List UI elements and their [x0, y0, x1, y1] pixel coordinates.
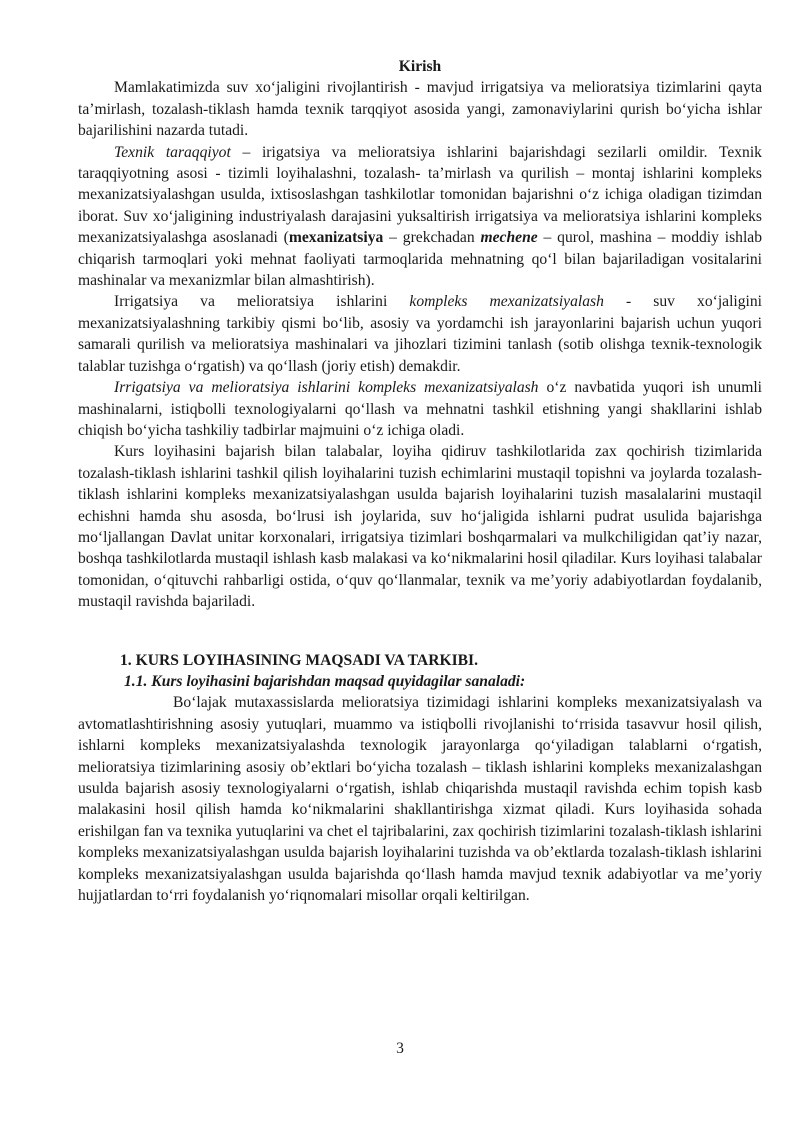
intro-paragraph-1: Mamlakatimizda suv xo‘jaligini rivojlantirish - mavjud irrigatsiya va melioratsiya tizimlarini qayta ta’mirlash, tozalash-tiklash hamda texnik tarqqiyot asosida yangi, zamonaviylarini qurish bo‘yicha ishlar bajarilishini nazarda tutadi. — [78, 79, 762, 140]
intro-paragraph-2-part-c: – qurol, mashina – moddiy ishlab chiqarish tarmoqlari yoki mehnat faoliyati tarmoqlarida mehnatning qo‘l bilan bajariladigan vositalarini mashinalar va mexanizmlar bilan almashtirish). — [78, 229, 763, 290]
intro-paragraph-2 — [78, 142, 762, 292]
section-1-1-paragraph: Bo‘lajak mutaxassislarda melioratsiya tizimidagi ishlarini kompleks mexanizatsiyalash va avtomatlashtirishning asosiy yutuqlari, muammo va istiqbolli rivojlanishi to‘rrisida tasavvur hosil qilish, ishlarni kompleks mexanizatsiyalashda texnologik jarayonlarga qo‘yiladigan talablarni o‘rgatish, melioratsiya tizimlarining asosiy ob’ektlari bo‘yicha tozalash – tiklash ishlarini kompleks mexanizalashgan usulda bajarish asosiy texnologiyalarni o‘rgatish, ishlab chiqarishda mustaqil ravishda echim topish kasb malakasini hosil qilish hamda ko‘nikmalarini shakllantirishga xizmat qiladi. Kurs loyihasida sohada erishilgan fan va texnika yutuqlarini va chet el tajribalarini, zax qochirish tizimlarini tozalash-tiklash ishlarini kompleks mexanizatsiyalashgan usulda bajarish loyihalarini tuzishda va ob’ektlarda tozalash-tiklash ishlarini kompleks mexanizatsiyalashgan usulda bajarishda qo‘llash hamda mavjud texnik adabiyotlar va me’yoriy hujjatlardan to‘rri foydalanish yo‘riqnomalari misollar orqali keltirilgan. — [78, 694, 762, 905]
page-number: 3 — [396, 1040, 404, 1057]
intro-paragraph-2-part-a: – irigatsiya va melioratsiya ishlarini bajarishdagi sezilarli omildir. Texnik taraqqiyotning asosi - tizimli loyihalashni, tozalash- ta’mirlash va qurilish – montaj ishlarini kompleks mexanizatsiyalashgan usulda, ixtisoslashgan tashkilotlar tomonidan bajarishni o‘z ichiga oladigan tizimdan iborat. Suv xo‘jaligining industriyalash darajasini yuksaltirish irrigatsiya va melioratsiya ishlarini kompleks mexanizatsiyalashga asoslanadi ( — [78, 143, 762, 247]
term-mechene: mechene — [480, 229, 538, 247]
term-irrigatsiya-kompleks: Irrigatsiya va melioratsiya ishlarini kompleks mexanizatsiyalash — [114, 379, 539, 397]
page-content — [78, 56, 762, 906]
term-texnik-taraqqiyot: Texnik taraqqiyot — [114, 143, 231, 161]
section-spacer — [78, 613, 762, 650]
intro-title: Kirish — [398, 58, 442, 75]
intro-paragraph-3-part-a: Irrigatsiya va melioratsiya ishlarini — [114, 293, 410, 311]
term-kompleks-mexanizatsiyalash: kompleks mexanizatsiyalash — [409, 293, 604, 311]
intro-paragraph-3-part-b: - suv xo‘jaligini mexanizatsiyalashning tarkibiy qismi bo‘lib, asosiy va yordamchi ish jarayonlarini bajarish uchun yuqori samarali qurilish va melioratsiya mashinalari va jihozlari tizimini tanlash (sotib olishga texnik-texnologik talablar tuzishga o‘rgatish) va qo‘llash (joriy etish) demakdir. — [78, 293, 763, 375]
intro-paragraph-3 — [78, 291, 762, 377]
section-1-1-heading: 1.1. Kurs loyihasini bajarishdan maqsad quyidagilar sanaladi: — [124, 672, 526, 690]
term-mexanizatsiya: mexanizatsiya — [288, 229, 384, 247]
intro-paragraph-2-part-b: – grekchadan — [383, 229, 481, 247]
intro-paragraph-5: Kurs loyihasini bajarish bilan talabalar, loyiha qidiruv tashkilotlarida zax qochirish tizimlarida tozalash-tiklash ishlarini tashkil qilish loyihalarini tuzish echimlarini mustaqil topishni va joylarda tozalash-tiklash ishlarini kompleks mexanizatsiyalashgan usulda bajarish loyihalarini tuzish masalalarini mustaqil echishni hamda shu asosda, bo‘lrusi ish joylarida, suv ho‘jaligida ishlarni pudrat usulida bajarishga mo‘ljallangan Davlat unitar korxonalari, irrigatsiya tizimlari boshqarmalari va mulkchiligidan qat’iy nazar, boshqa tashkilotlarda mustaqil ishlash kasb malakasi va ko‘nikmalarini hosil qiladilar. Kurs loyihasi talabalar tomonidan, o‘qituvchi rahbarligi ostida, o‘quv qo‘llanmalar, texnik va me’yoriy adabiyotlardan foydalanib, mustaqil ravishda bajariladi. — [78, 443, 762, 611]
intro-paragraph-4-part-b: o‘z navbatida yuqori ish unumli mashinalarni, istiqbolli texnologiyalarni qo‘llash va mehnatni tashkil etishning yangi shakllarini ishlab chiqish bo‘yicha tashkiliy tadbirlar majmuini o‘z ichiga oladi. — [78, 379, 762, 439]
section-1-heading: 1. KURS LOYIHASINING MAQSADI VA TARKIBI. — [120, 651, 479, 669]
intro-paragraph-4 — [78, 377, 762, 441]
